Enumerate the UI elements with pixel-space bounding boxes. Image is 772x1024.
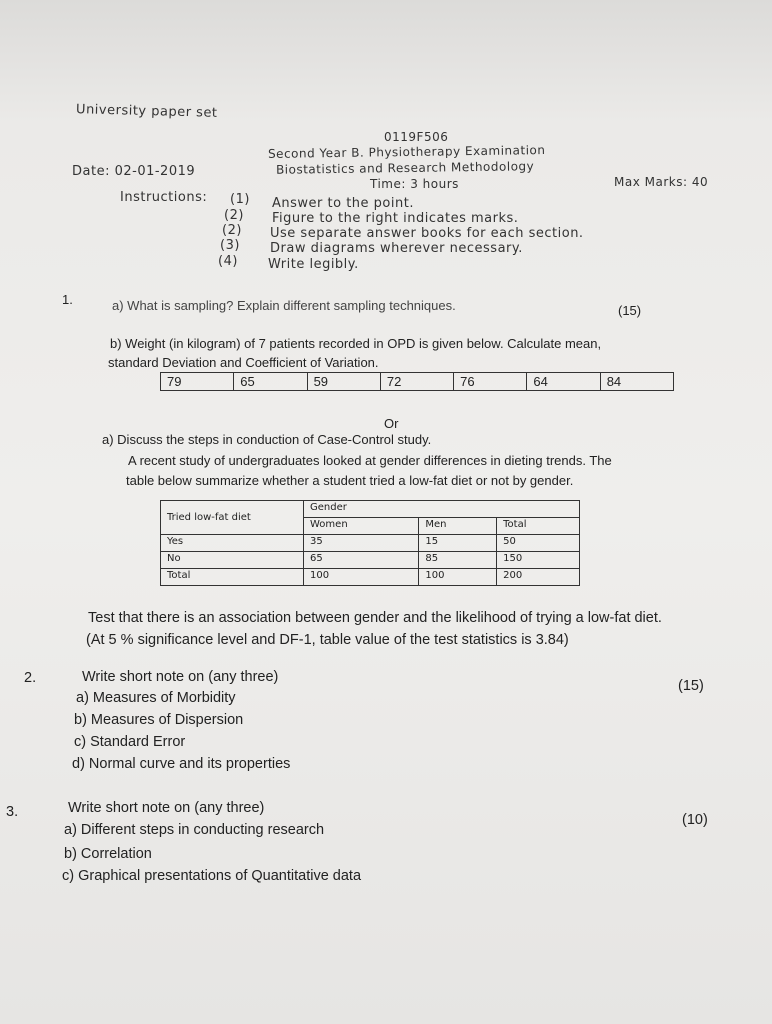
table-cell: 65 (304, 552, 419, 569)
chi-square-instruction-line1: Test that there is an association between gender and the likelihood of trying a low-fat diet. (88, 610, 662, 626)
weight-cell: 79 (161, 373, 234, 391)
question-2-item-c: c) Standard Error (74, 734, 186, 750)
column-header-cell: Total (497, 518, 580, 535)
question-3-title: Write short note on (any three) (68, 800, 265, 816)
column-header-cell: Women (304, 518, 419, 535)
question-1b-line2: standard Deviation and Coefficient of Variation. (108, 355, 379, 370)
question-3-number: 3. (6, 804, 19, 820)
diet-gender-table (160, 500, 580, 586)
row-header-cell: Tried low-fat diet (161, 501, 304, 535)
paper-set-label: University paper set (75, 102, 218, 121)
question-2-title: Write short note on (any three) (82, 669, 279, 685)
instruction-num-1: (1) (230, 192, 250, 207)
question-3-marks: (10) (682, 812, 708, 828)
table-cell: 35 (304, 535, 419, 552)
table-row (161, 569, 580, 586)
instruction-text-5: Write legibly. (268, 257, 359, 272)
row-label-cell: No (161, 552, 304, 569)
table-cell: 100 (304, 569, 419, 586)
question-2-item-b: b) Measures of Dispersion (74, 712, 244, 728)
question-1b-line1: b) Weight (in kilogram) of 7 patients recorded in OPD is given below. Calculate mean, (110, 336, 602, 351)
row-label-cell: Yes (161, 535, 304, 552)
table-row (161, 552, 580, 569)
paper-code: 0119F506 (384, 130, 449, 144)
question-3-item-c: c) Graphical presentations of Quantitative data (62, 868, 362, 884)
question-1-alt-a: a) Discuss the steps in conduction of Case-Control study. (102, 432, 432, 447)
question-3-item-b: b) Correlation (64, 846, 152, 862)
instruction-num-4: (3) (220, 238, 240, 253)
instruction-text-3: Use separate answer books for each section. (270, 226, 584, 241)
weight-cell: 64 (527, 373, 600, 391)
instruction-text-4: Draw diagrams wherever necessary. (270, 241, 523, 256)
question-2-number: 2. (24, 670, 37, 686)
instructions-label: Instructions: (120, 190, 208, 205)
weight-cell: 65 (234, 373, 307, 391)
or-separator: Or (384, 416, 399, 431)
instruction-num-2: (2) (224, 208, 244, 223)
instruction-text-1: Answer to the point. (272, 196, 414, 211)
question-1a: a) What is sampling? Explain different sampling techniques. (112, 298, 456, 313)
question-1-alt-text2: table below summarize whether a student tried a low-fat diet or not by gender. (126, 473, 574, 488)
table-row (161, 501, 580, 518)
column-header-cell: Men (419, 518, 497, 535)
table-cell: 50 (497, 535, 580, 552)
question-2-item-d: d) Normal curve and its properties (72, 756, 291, 772)
question-2-marks: (15) (678, 678, 704, 694)
subject-title: Biostatistics and Research Methodology (275, 159, 535, 177)
table-cell: 150 (497, 552, 580, 569)
table-row (161, 535, 580, 552)
weight-cell: 59 (307, 373, 380, 391)
instruction-num-5: (4) (218, 254, 238, 269)
weight-cell: 84 (600, 373, 673, 391)
row-label-cell: Total (161, 569, 304, 586)
exam-title: Second Year B. Physiotherapy Examination (267, 143, 546, 161)
question-1-marks: (15) (618, 303, 642, 318)
table-cell: 85 (419, 552, 497, 569)
exam-date: Date: 02-01-2019 (72, 164, 196, 179)
weight-cell: 76 (454, 373, 527, 391)
instruction-text-2: Figure to the right indicates marks. (272, 211, 519, 226)
weights-table (160, 372, 674, 391)
table-cell: 200 (497, 569, 580, 586)
question-1-number: 1. (62, 292, 73, 307)
question-3-item-a: a) Different steps in conducting research (64, 822, 325, 838)
max-marks: Max Marks: 40 (614, 175, 709, 189)
exam-time: Time: 3 hours (370, 177, 459, 191)
chi-square-instruction-line2: (At 5 % significance level and DF-1, table value of the test statistics is 3.84) (86, 632, 569, 648)
instruction-num-3: (2) (222, 223, 242, 238)
table-cell: 100 (419, 569, 497, 586)
group-header-cell: Gender (304, 501, 580, 518)
weight-cell: 72 (380, 373, 453, 391)
question-2-item-a: a) Measures of Morbidity (76, 690, 236, 706)
question-1-alt-text1: A recent study of undergraduates looked at gender differences in dieting trends. The (128, 453, 612, 468)
table-cell: 15 (419, 535, 497, 552)
weights-row (161, 373, 674, 391)
